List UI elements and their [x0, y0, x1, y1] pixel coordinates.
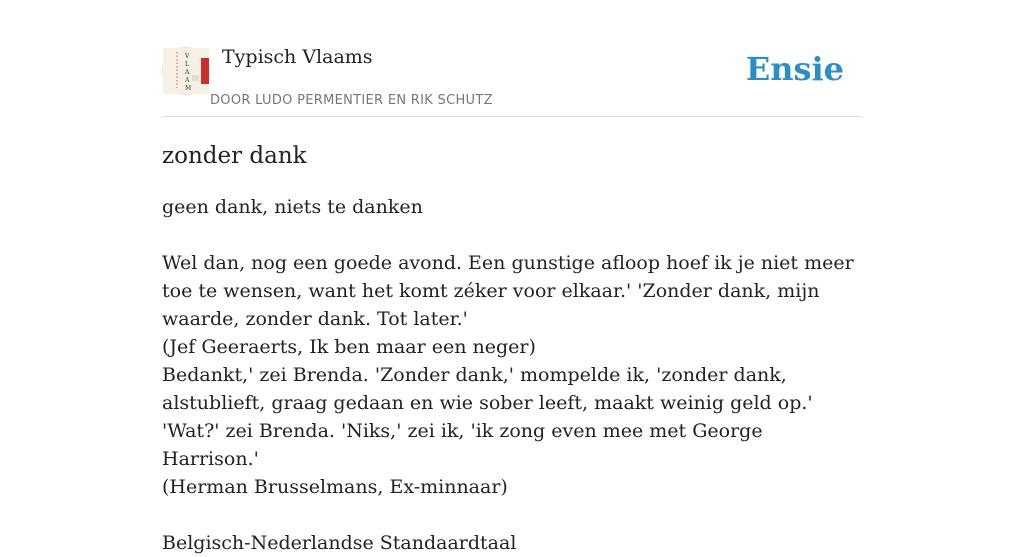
example-source: (Jef Geeraerts, Ik ben maar een neger) [162, 336, 536, 358]
entry-definition: geen dank, niets te danken [162, 196, 423, 218]
entry-region: Belgisch-Nederlandse Standaardtaal [162, 532, 517, 554]
entry-examples [162, 249, 862, 501]
entry-term: zonder dank [162, 143, 307, 169]
ensie-logo-link[interactable]: Ensie [745, 50, 844, 88]
dictionary-title[interactable]: Typisch Vlaams [222, 46, 373, 68]
svg-text:V: V [185, 53, 190, 60]
dictionary-header [162, 0, 862, 117]
book-cover-logo-icon[interactable] [162, 47, 210, 95]
svg-text:L: L [185, 61, 189, 68]
svg-text:A: A [185, 69, 190, 76]
example-source: (Herman Brusselmans, Ex-minnaar) [162, 476, 508, 498]
svg-text:M: M [185, 85, 192, 92]
example-quote: Wel dan, nog een goede avond. Een gunstige afloop hoef ik je niet meer toe te wensen, want het komt zéker voor elkaar.' 'Zonder dank, mijn waarde, zonder dank. Tot later.' [162, 252, 854, 330]
svg-text:A: A [185, 77, 190, 84]
page-content [162, 0, 862, 557]
dictionary-authors: DOOR LUDO PERMENTIER EN RIK SCHUTZ [210, 93, 493, 108]
example-quote: Bedankt,' zei Brenda. 'Zonder dank,' mompelde ik, 'zonder dank, alstublieft, graag gedaan en wie sober leeft, maakt weinig geld op.' 'Wat?' zei Brenda. 'Niks,' zei ik, 'ik zong even mee met George Harrison.' [162, 364, 813, 470]
